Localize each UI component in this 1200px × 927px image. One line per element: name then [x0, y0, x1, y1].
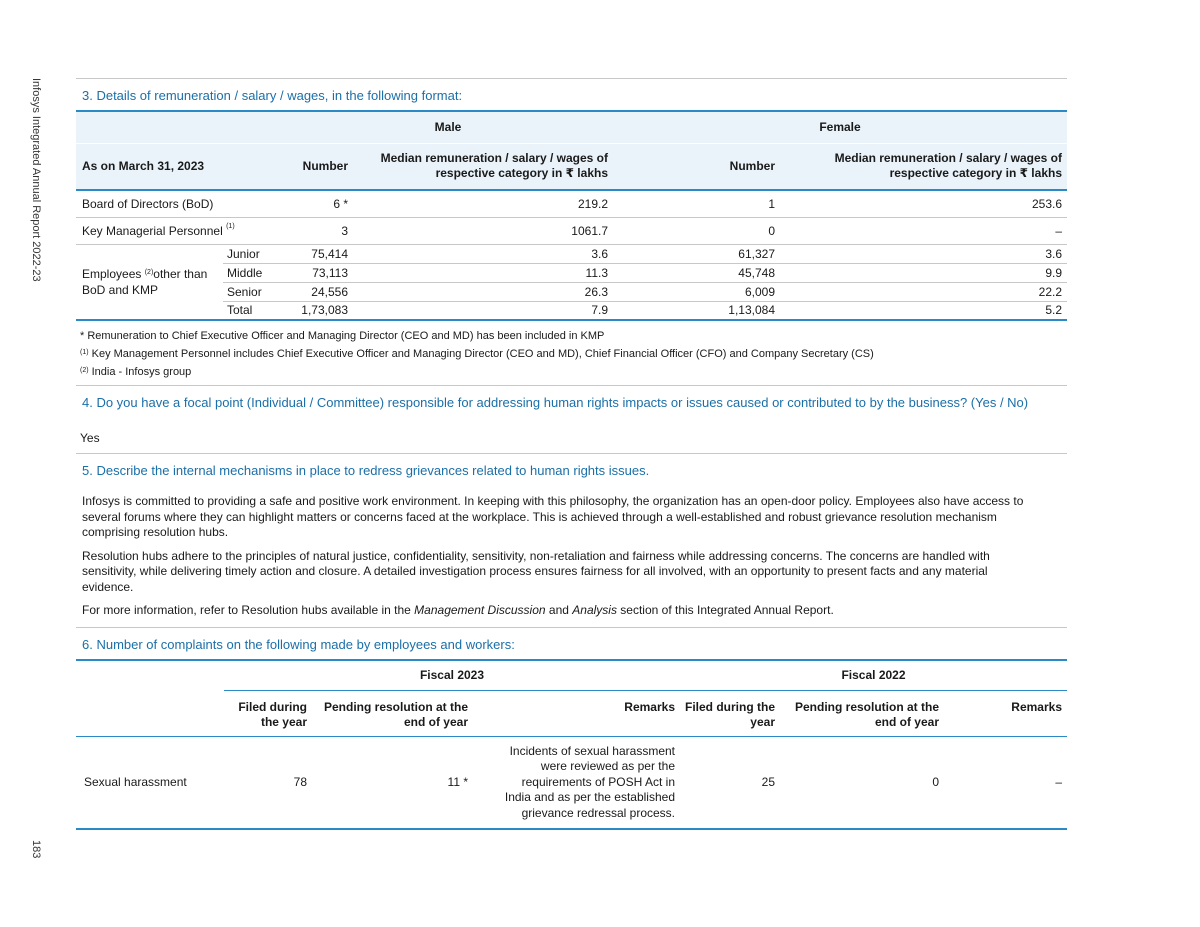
cell-male-number: 73,113 — [283, 263, 353, 282]
section-4-title: 4. Do you have a focal point (Individual / Committee) responsible for addressing human rights impacts or issues caused or contributed to by the business? (Yes / No) — [76, 385, 1067, 417]
cell-fy22-remarks: – — [1055, 774, 1062, 789]
fiscal-2022-header: Fiscal 2022 — [680, 660, 1067, 691]
kmp-label: Key Managerial Personnel — [82, 223, 223, 238]
level-label: Senior — [223, 282, 283, 301]
group-female-header: Female — [613, 111, 1067, 143]
remuneration-table — [76, 110, 1067, 321]
cell-female-number: 1 — [613, 190, 780, 217]
level-label: Total — [227, 303, 253, 318]
footnote-2-text: Key Management Personnel includes Chief Executive Officer and Managing Director (CEO and MD), Chief Financial Officer (CFO) and Company Secretary (CS) — [91, 348, 874, 360]
col-fy22-pending: Pending resolution at the end of year — [794, 700, 939, 729]
cell-fy23-remarks: Incidents of sexual harassment were reviewed as per the requirements of POSH Act in India and as per the established grievance redressal process. — [504, 743, 675, 820]
cell-female-median: 3.6 — [780, 244, 1067, 263]
cell-male-median: 26.3 — [353, 282, 613, 301]
row-label — [76, 217, 283, 244]
cell-male-number: 75,414 — [283, 244, 353, 263]
row-employees-junior — [76, 244, 1067, 263]
report-title-vertical: Infosys Integrated Annual Report 2022-23 — [30, 78, 42, 282]
col-fy22-filed: Filed during the year — [685, 700, 775, 729]
cell-male-number: 6 * — [283, 190, 353, 217]
cell-male-number: 1,73,083 — [301, 303, 348, 318]
page-content — [76, 78, 1067, 830]
para-3-text-c: section of this Integrated Annual Report. — [616, 603, 834, 617]
col-male-number-header: Number — [283, 143, 353, 190]
employees-label-b: other than BoD and KMP — [82, 266, 208, 297]
cell-female-median: 253.6 — [780, 190, 1067, 217]
page-number: 183 — [30, 840, 42, 859]
footnote-1: * Remuneration to Chief Executive Officer and Managing Director (CEO and MD) has been included in KMP — [80, 330, 605, 342]
section-5-para-2: Resolution hubs adhere to the principles of natural justice, confidentiality, sensitivity, non-retaliation and fairness while addressing concerns. The concerns are handled with sensitivity, while delivering timely action and closure. A detailed investigation process ensures fairness for all involved, with an opportunity to present facts and any material evidence. — [82, 548, 990, 594]
row-sexual-harassment — [76, 737, 1067, 829]
footnote-marker: (2) — [144, 268, 154, 276]
section-4-answer: Yes — [80, 431, 100, 445]
footnote-marker: (1) — [80, 349, 89, 356]
col-female-number-header: Number — [613, 143, 780, 190]
cell-female-number: 6,009 — [613, 282, 780, 301]
para-3-text-a: For more information, refer to Resolution hubs available in the — [82, 603, 415, 617]
cell-female-number: 45,748 — [613, 263, 780, 282]
col-fy23-remarks: Remarks — [624, 700, 675, 714]
cell-female-median: 5.2 — [1045, 303, 1062, 318]
row-employees-total — [76, 301, 1067, 320]
cell-female-median: 9.9 — [780, 263, 1067, 282]
row-employees-middle — [76, 263, 1067, 282]
complaints-table — [76, 659, 1067, 830]
cell-female-median: 22.2 — [780, 282, 1067, 301]
level-label: Junior — [223, 244, 283, 263]
col-female-median-header: Median remuneration / salary / wages of respective category in ₹ lakhs — [780, 143, 1067, 190]
footnote-3-text: India - Infosys group — [91, 366, 192, 378]
footnotes — [76, 321, 1067, 385]
col-date-header: As on March 31, 2023 — [76, 143, 283, 190]
cell-female-number: 1,13,084 — [728, 303, 775, 318]
col-fy23-pending: Pending resolution at the end of year — [323, 700, 468, 729]
level-label: Middle — [223, 263, 283, 282]
cell-male-median: 7.9 — [591, 303, 608, 318]
cell-fy23-filed: 78 — [293, 774, 307, 789]
col-fy22-remarks: Remarks — [1011, 700, 1062, 714]
cell-male-median: 1061.7 — [353, 217, 613, 244]
cell-male-number: 3 — [283, 217, 353, 244]
footnote-3 — [80, 363, 1063, 381]
col-fy23-filed: Filed during the year — [238, 700, 307, 729]
section-5-title: 5. Describe the internal mechanisms in place to redress grievances related to human rights issues. — [76, 453, 1067, 485]
section-5-para-1: Infosys is committed to providing a safe and positive work environment. In keeping with this philosophy, the organization has an open-door policy. Employees also have access to several forums where they can highlight matters or concerns faced at the workplace. This is achieved through a well-established and robust grievance resolution mechanism comprising resolution hubs. — [82, 494, 1024, 539]
cell-female-number: 0 — [613, 217, 780, 244]
employees-label-a: Employees — [82, 266, 142, 281]
group-male-header: Male — [283, 111, 613, 143]
cell-male-median: 3.6 — [353, 244, 613, 263]
fiscal-2023-header: Fiscal 2023 — [224, 660, 680, 691]
col-male-median-header: Median remuneration / salary / wages of respective category in ₹ lakhs — [353, 143, 613, 190]
row-kmp — [76, 217, 1067, 244]
section-6-title: 6. Number of complaints on the following made by employees and workers: — [76, 627, 1067, 659]
cell-fy22-pending: 0 — [932, 774, 939, 789]
row-employees-senior — [76, 282, 1067, 301]
cell-male-median: 11.3 — [353, 263, 613, 282]
footnote-marker: (2) — [80, 367, 89, 374]
row-label: Sexual harassment — [84, 774, 187, 789]
para-3-emphasis-1: Management Discussion — [414, 603, 546, 617]
employees-label — [76, 244, 223, 320]
footnote-2 — [80, 345, 1063, 363]
cell-female-median: – — [780, 217, 1067, 244]
cell-male-median: 219.2 — [353, 190, 613, 217]
section-3-title: 3. Details of remuneration / salary / wages, in the following format: — [76, 78, 1067, 110]
cell-male-number: 24,556 — [283, 282, 353, 301]
para-3-text-b: and — [545, 603, 573, 617]
section-5-para-3 — [76, 603, 1067, 619]
row-label: Board of Directors (BoD) — [76, 190, 283, 217]
cell-fy23-pending: 11 * — [447, 774, 468, 789]
footnote-marker: (1) — [226, 222, 235, 230]
para-3-emphasis-2: Analysis — [572, 603, 617, 617]
cell-female-number: 61,327 — [613, 244, 780, 263]
cell-fy22-filed: 25 — [761, 774, 775, 789]
row-bod — [76, 190, 1067, 217]
